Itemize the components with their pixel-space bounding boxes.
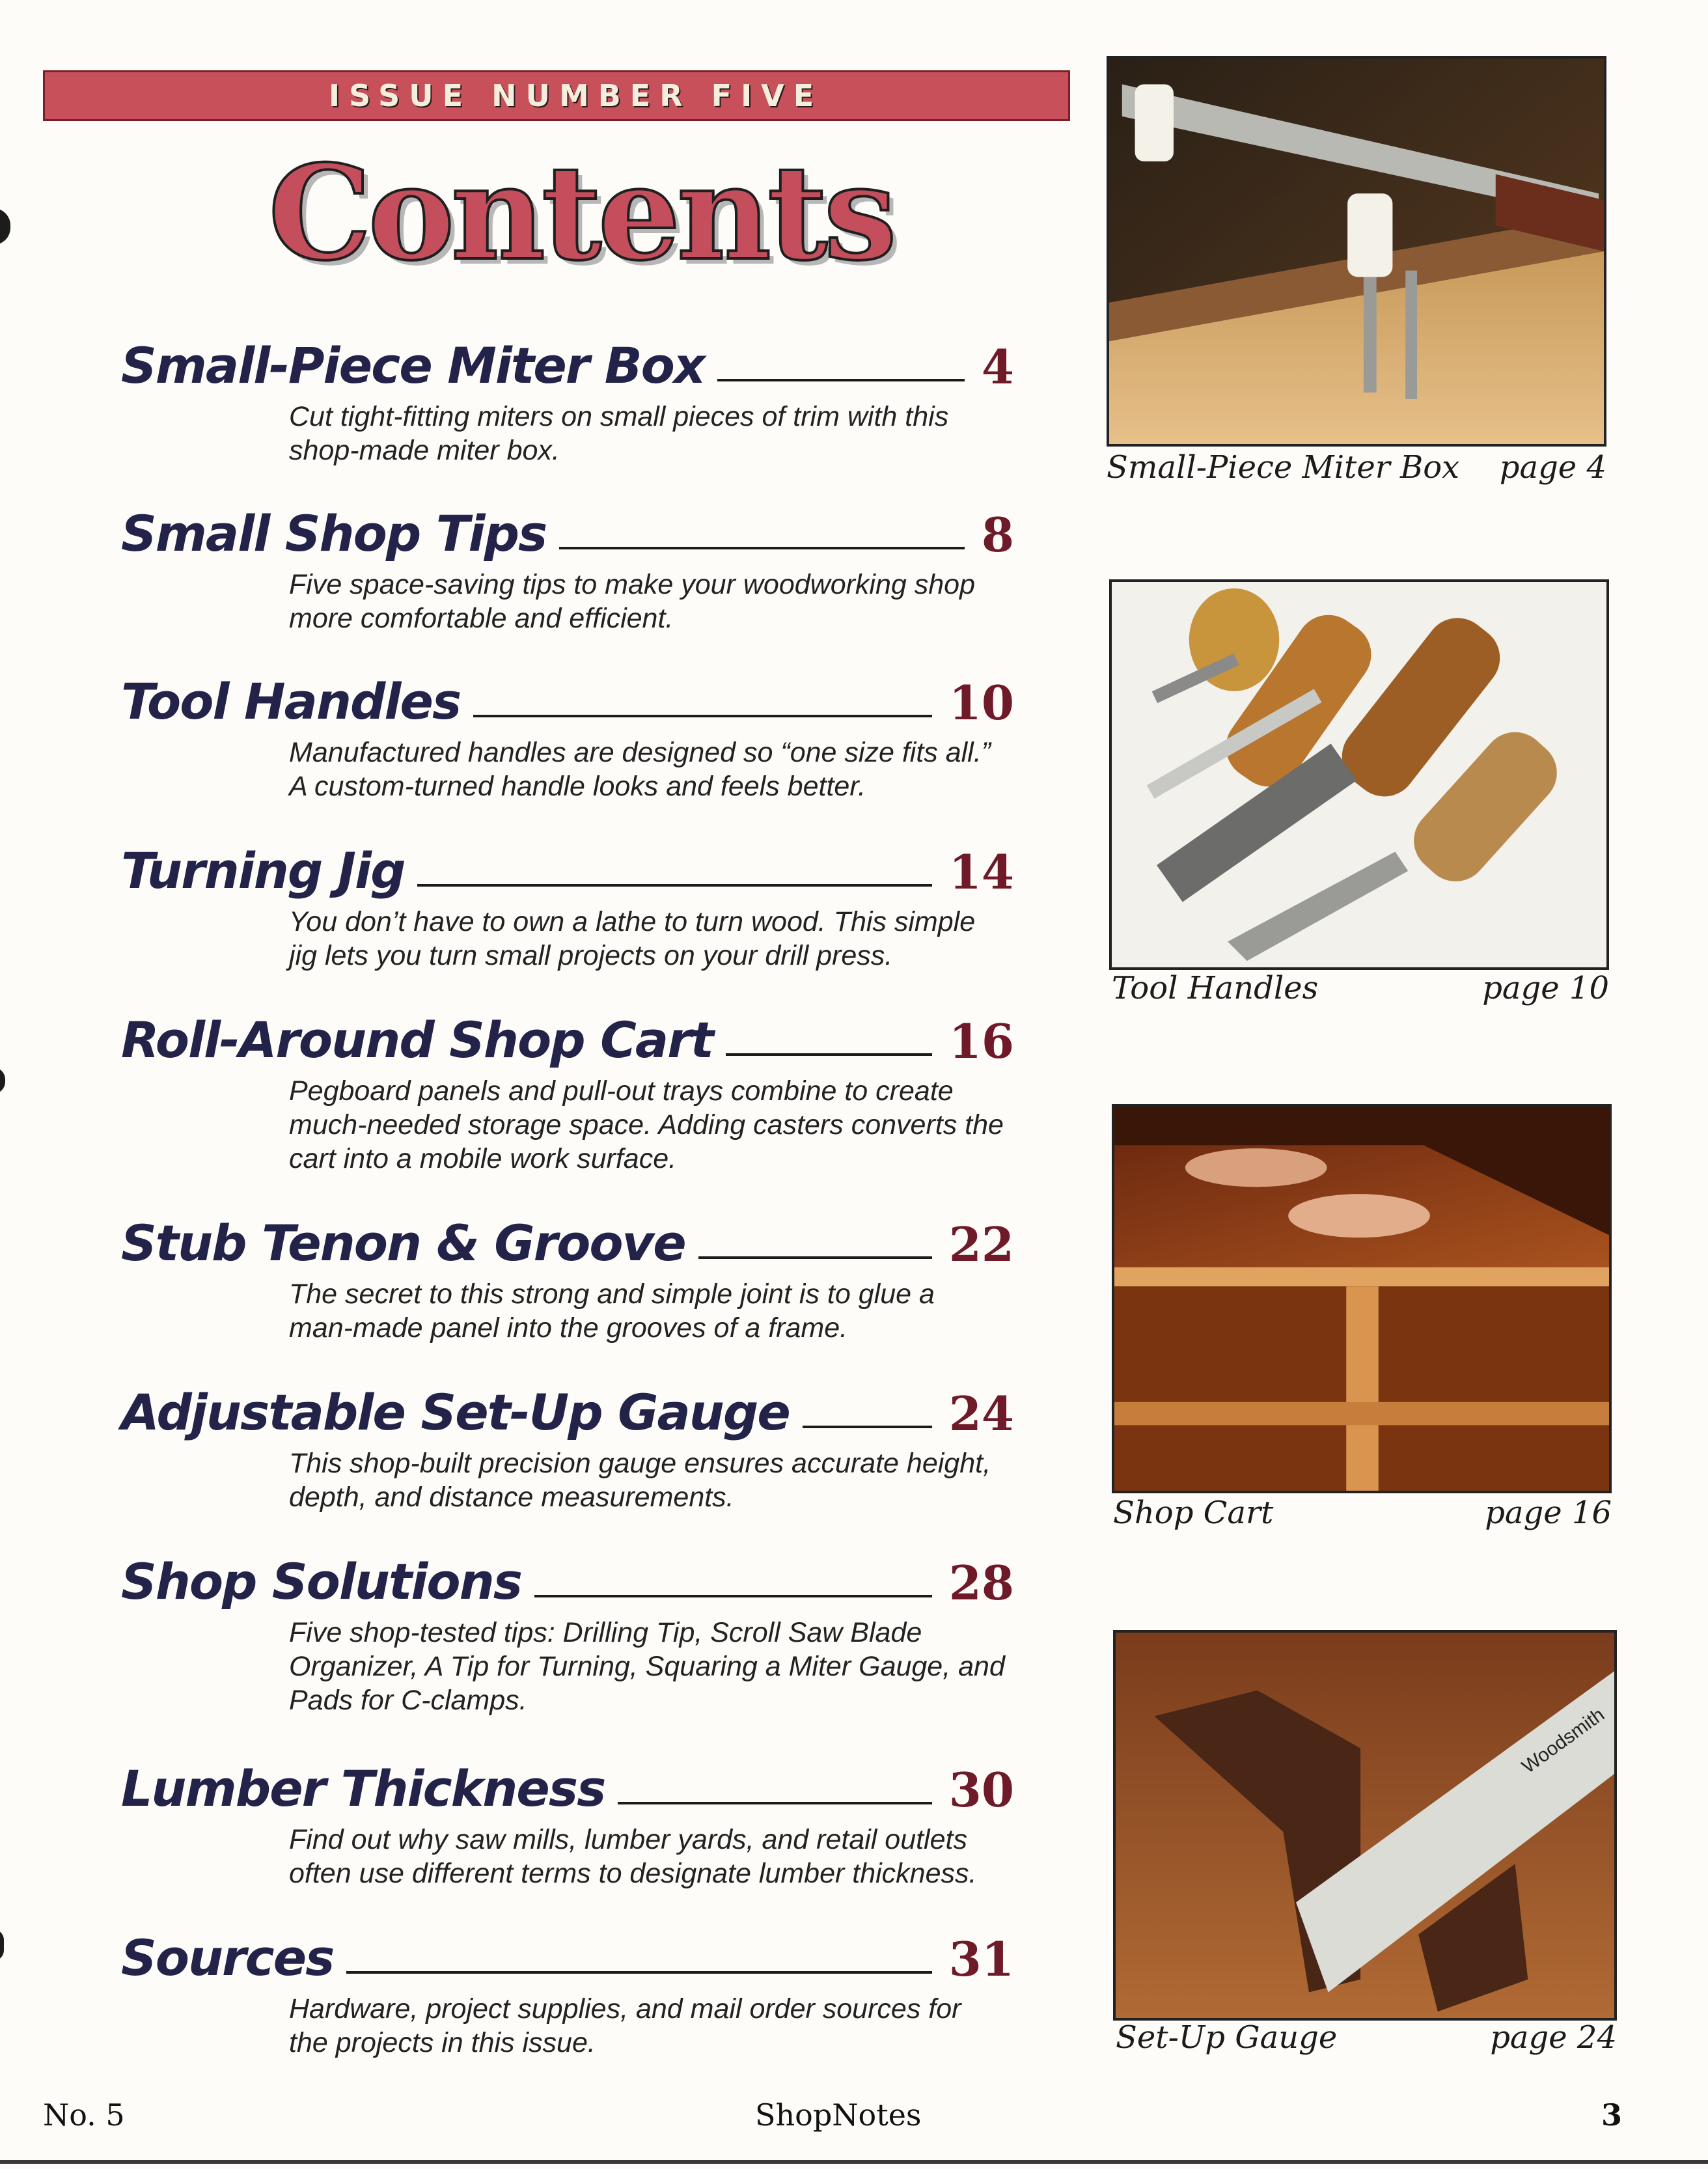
toc-entry-description: Five shop-tested tips: Drilling Tip, Scroll Saw Blade Organizer, A Tip for Turning, Squaring a Miter Gauge, and Pads for C-clamps. <box>289 1617 1005 1716</box>
dot-leader <box>417 884 931 887</box>
toc-entry-title: Sources <box>121 1929 334 1987</box>
caption-title: Shop Cart <box>1113 1495 1274 1531</box>
caption-page: page 16 <box>1485 1495 1612 1531</box>
dot-leader <box>717 379 965 381</box>
toc-entry[interactable] <box>121 1748 1014 1890</box>
ruler-brand-text: Woodsmith <box>1518 1704 1609 1778</box>
dot-leader <box>618 1802 931 1804</box>
dot-leader <box>346 1971 931 1974</box>
photo-miter-box <box>1107 56 1606 447</box>
toc-entry-title: Stub Tenon & Groove <box>121 1214 685 1272</box>
caption-page: page 24 <box>1490 2019 1617 2056</box>
toc-entry[interactable] <box>121 325 1014 467</box>
toc-page-number: 4 <box>981 339 1014 394</box>
dot-leader <box>473 715 932 717</box>
toc-entry-title: Tool Handles <box>121 672 461 730</box>
toc-page-number: 14 <box>948 844 1014 900</box>
photo-caption <box>1113 1495 1612 1531</box>
photo-caption <box>1107 449 1606 486</box>
photo-set-up-gauge <box>1113 1630 1617 2021</box>
issue-footer: No. 5 <box>43 2097 125 2133</box>
magazine-name: ShopNotes <box>755 2097 922 2133</box>
caption-title: Set-Up Gauge <box>1116 2019 1338 2056</box>
toc-entry[interactable] <box>121 1918 1014 2060</box>
toc-entry-description: This shop-built precision gauge ensures accurate height, depth, and distance measurements. <box>289 1448 991 1513</box>
toc-entry-description: The secret to this strong and simple joint is to glue a man-made panel into the grooves of a frame. <box>289 1278 935 1344</box>
toc-entry-description: Five space-saving tips to make your woodworking shop more comfortable and efficient. <box>289 569 976 634</box>
dot-leader <box>698 1256 932 1259</box>
caption-page: page 4 <box>1499 449 1606 486</box>
photo-tool-handles <box>1109 579 1609 970</box>
toc-entry-title: Turning Jig <box>121 842 405 900</box>
bottom-rule <box>0 2160 1708 2164</box>
photo-shop-cart <box>1112 1104 1612 1493</box>
issue-banner <box>43 70 1070 121</box>
binder-hole <box>0 1929 4 1961</box>
page-title: Contents <box>268 137 894 290</box>
binder-hole <box>0 208 10 245</box>
caption-page: page 10 <box>1482 970 1609 1006</box>
toc-entry-title: Small Shop Tips <box>121 504 547 562</box>
toc-entry-title: Adjustable Set-Up Gauge <box>121 1383 790 1441</box>
photo-caption <box>1116 2019 1617 2056</box>
toc-page-number: 8 <box>981 507 1014 562</box>
toc-entry-description: Cut tight-fitting miters on small pieces of trim with this shop-made miter box. <box>289 401 949 466</box>
toc-page-number: 10 <box>948 675 1014 730</box>
toc-entry[interactable] <box>121 1203 1014 1345</box>
toc-entry[interactable] <box>121 1000 1014 1176</box>
caption-title: Tool Handles <box>1112 970 1319 1006</box>
caption-title: Small-Piece Miter Box <box>1107 449 1460 486</box>
toc-entry-description: Find out why saw mills, lumber yards, and retail outlets often use different terms to designate lumber thickness. <box>289 1824 977 1889</box>
toc-entry-title: Small-Piece Miter Box <box>121 337 704 394</box>
toc-page-number: 24 <box>948 1386 1014 1441</box>
toc-page-number: 28 <box>948 1555 1014 1610</box>
binder-hole <box>0 1068 5 1094</box>
toc-entry-title: Shop Solutions <box>121 1553 521 1610</box>
dot-leader <box>726 1053 932 1056</box>
dot-leader <box>534 1595 932 1597</box>
dot-leader <box>803 1426 932 1428</box>
toc-page-number: 30 <box>948 1762 1014 1817</box>
toc-page-number: 31 <box>948 1931 1014 1987</box>
toc-entry[interactable] <box>121 493 1014 635</box>
dot-leader <box>559 547 965 549</box>
toc-entry-description: You don’t have to own a lathe to turn wood. This simple jig lets you turn small projects on your drill press. <box>289 906 976 971</box>
toc-entry-description: Manufactured handles are designed so “one size fits all.” A custom-turned handle looks and feels better. <box>289 737 991 802</box>
page-number: 3 <box>1601 2097 1623 2133</box>
toc-entry[interactable] <box>121 831 1014 973</box>
toc-entry-description: Hardware, project supplies, and mail order sources for the projects in this issue. <box>289 1993 961 2058</box>
toc-entry[interactable] <box>121 661 1014 803</box>
issue-number-label: ISSUE NUMBER FIVE <box>329 78 823 113</box>
toc-page-number: 16 <box>948 1014 1014 1069</box>
photo-caption <box>1112 970 1609 1006</box>
toc-page-number: 22 <box>948 1217 1014 1272</box>
toc-entry[interactable] <box>121 1372 1014 1514</box>
toc-entry-description: Pegboard panels and pull-out trays combine to create much-needed storage space. Adding casters converts the cart into a mobile work surface. <box>289 1075 1004 1174</box>
toc-entry-title: Roll-Around Shop Cart <box>121 1011 713 1069</box>
toc-entry-title: Lumber Thickness <box>121 1760 605 1817</box>
toc-entry[interactable] <box>121 1541 1014 1717</box>
